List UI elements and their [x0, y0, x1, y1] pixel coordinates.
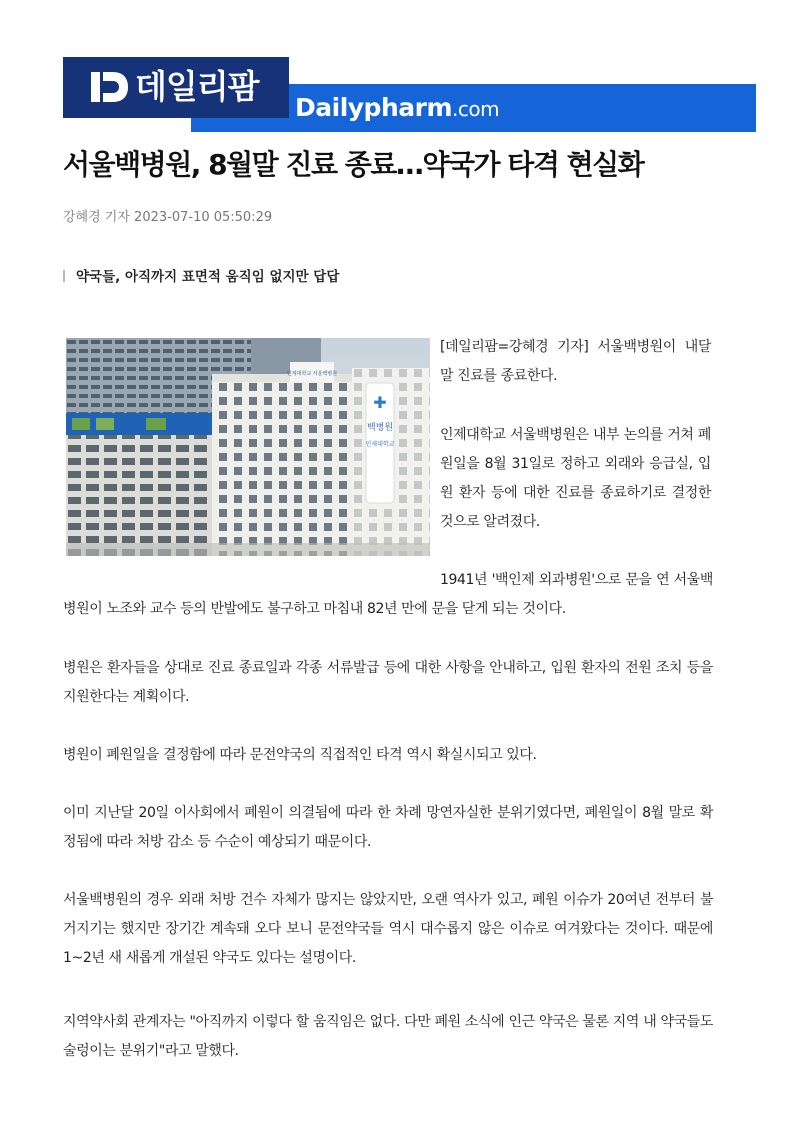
photo-sign-vertical-1: 백병원: [366, 423, 394, 433]
subheadline-text: 약국들, 아직까지 표면적 움직임 없지만 답답: [76, 269, 340, 285]
masthead-english-main: Dailypharm: [295, 93, 452, 122]
masthead-korean-logo[interactable]: 데일리팜: [135, 67, 259, 106]
masthead: [63, 57, 756, 132]
article-paragraph-7: 서울백병원의 경우 외래 처방 건수 자체가 많지는 않았지만, 오랜 역사가 있고, 폐원 이슈가 20여년 전부터 불거지기는 했지만 장기간 계속돼 오다 보니 문전약국들 역시 대수롭지 않은 이슈로 여겨왔다는 것이다. 때문에 1~2년 새 새롭게 개설된 약국도 있다는 설명이다.: [63, 892, 713, 966]
photo-sign-vertical-2: 인제대학교: [365, 441, 395, 448]
masthead-english-domain: .com: [452, 97, 500, 121]
dailypharm-logo-icon: [91, 69, 129, 105]
masthead-english-logo[interactable]: [295, 91, 499, 126]
article-paragraph-2: 인제대학교 서울백병원은 내부 논의를 거쳐 폐원일을 8월 31일로 정하고 외래와 응급실, 입원 환자 등에 대한 진료를 종료하기로 결정한 것으로 알려졌다.: [440, 427, 711, 530]
article-byline: 강혜경 기자 2023-07-10 05:50:29: [63, 210, 273, 225]
article-paragraph-1: [데일리팜=강혜경 기자] 서울백병원이 내달 말 진료를 종료한다.: [440, 339, 711, 384]
article-paragraph-3: 1941년 '백인제 외과병원'으로 문을 연 서울백병원이 노조와 교수 등의 반발에도 불구하고 마침내 82년 만에 문을 닫게 되는 것이다.: [63, 572, 713, 617]
article-paragraph-6: 이미 지난달 20일 이사회에서 폐원이 의결됨에 따라 한 차례 망연자실한 분위기였다면, 폐원일이 8월 말로 확정됨에 따라 처방 감소 등 수순이 예상되기 때문이다.: [63, 805, 713, 850]
svg-text:✚: ✚: [373, 393, 387, 412]
article-paragraph-8: 지역약사회 관계자는 "아직까지 이렇다 할 움직임은 없다. 다만 폐원 소식에 인근 약국은 물론 지역 내 약국들도 술렁이는 분위기"라고 말했다.: [63, 1014, 713, 1059]
article-paragraph-4: 병원은 환자들을 상대로 진료 종료일과 각종 서류발급 등에 대한 사항을 안내하고, 입원 환자의 전원 조치 등을 지원한다는 계획이다.: [63, 660, 713, 705]
article-subheadline: [63, 266, 339, 288]
photo-sign-top: 인제대학교 서울백병원: [287, 371, 337, 377]
article-paragraph-5: 병원이 폐원일을 결정함에 따라 문전약국의 직접적인 타격 역시 확실시되고 있다.: [63, 747, 537, 763]
subheadline-bar: [63, 270, 65, 282]
article-headline: 서울백병원, 8월말 진료 종료…약국가 타격 현실화: [63, 148, 644, 181]
hospital-photo: [66, 338, 430, 556]
